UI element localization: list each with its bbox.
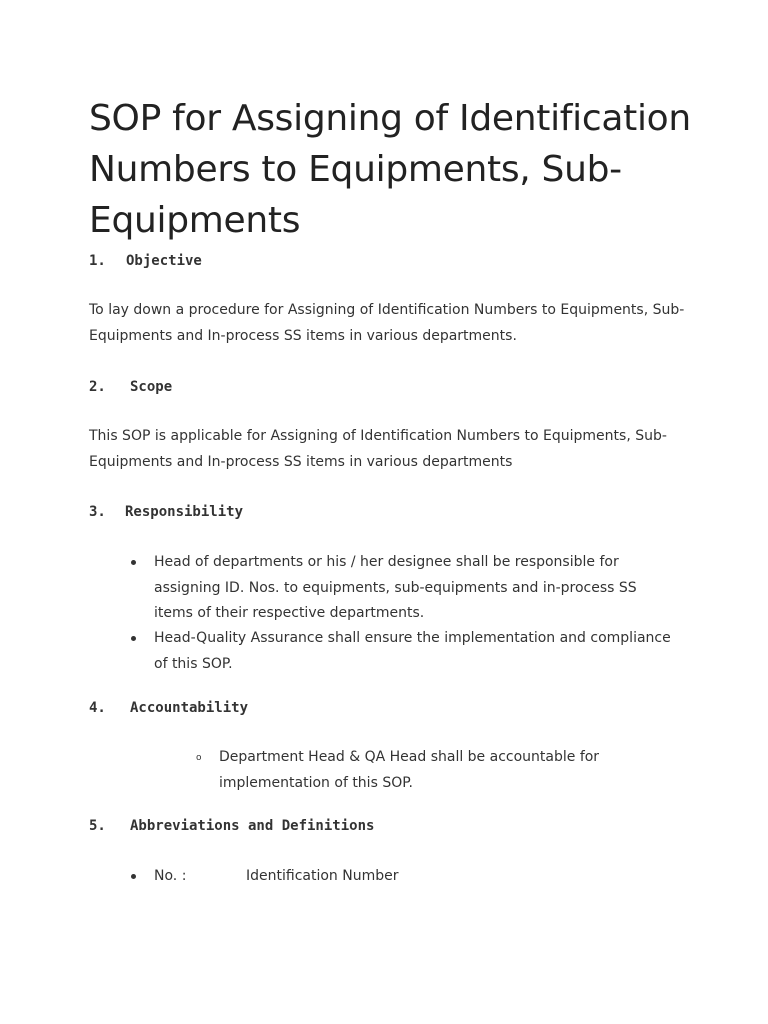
bullet-icon	[131, 874, 136, 879]
list-item-text: Department Head & QA Head shall be accountable for implementation of this SOP.	[219, 749, 600, 791]
bullet-icon	[131, 560, 136, 565]
section-heading-responsibility	[89, 502, 243, 522]
section-heading-objective	[89, 251, 202, 271]
list-item-text: Head of departments or his / her designee shall be responsible for assigning ID. Nos. to equipments, sub-equipments and in-process SS items of their respective departments.	[154, 554, 637, 621]
section-number: 4.	[89, 700, 106, 716]
section-title: Objective	[126, 253, 202, 269]
list-item	[196, 745, 659, 796]
section-heading-scope	[89, 377, 172, 397]
page-title: SOP for Assigning of Identification Numbers to Equipments, Sub-Equipments	[89, 98, 691, 241]
list-item-text: Head-Quality Assurance shall ensure the implementation and compliance of this SOP.	[154, 630, 671, 672]
section-heading-accountability	[89, 698, 248, 718]
bullet-icon	[131, 636, 136, 641]
scope-text: This SOP is applicable for Assigning of Identification Numbers to Equipments, Sub-Equipments and In-process SS items in various departments	[89, 428, 667, 470]
section-number: 2.	[89, 379, 106, 395]
definition-term: No. :	[154, 868, 187, 884]
section-heading-abbreviations	[89, 816, 374, 836]
objective-text: To lay down a procedure for Assigning of Identification Numbers to Equipments, Sub-Equipments and In-process SS items in various departments.	[89, 302, 685, 344]
section-title: Abbreviations and Definitions	[130, 818, 375, 834]
circle-bullet-icon: o	[196, 753, 202, 763]
section-number: 5.	[89, 818, 106, 834]
list-item	[154, 626, 674, 677]
section-number: 3.	[89, 504, 106, 520]
section-title: Responsibility	[125, 504, 244, 520]
definition-item	[154, 864, 674, 890]
definition-text: Identification Number	[246, 868, 399, 884]
section-title: Accountability	[130, 700, 249, 716]
list-item	[154, 550, 674, 627]
section-title: Scope	[130, 379, 173, 395]
section-number: 1.	[89, 253, 106, 269]
